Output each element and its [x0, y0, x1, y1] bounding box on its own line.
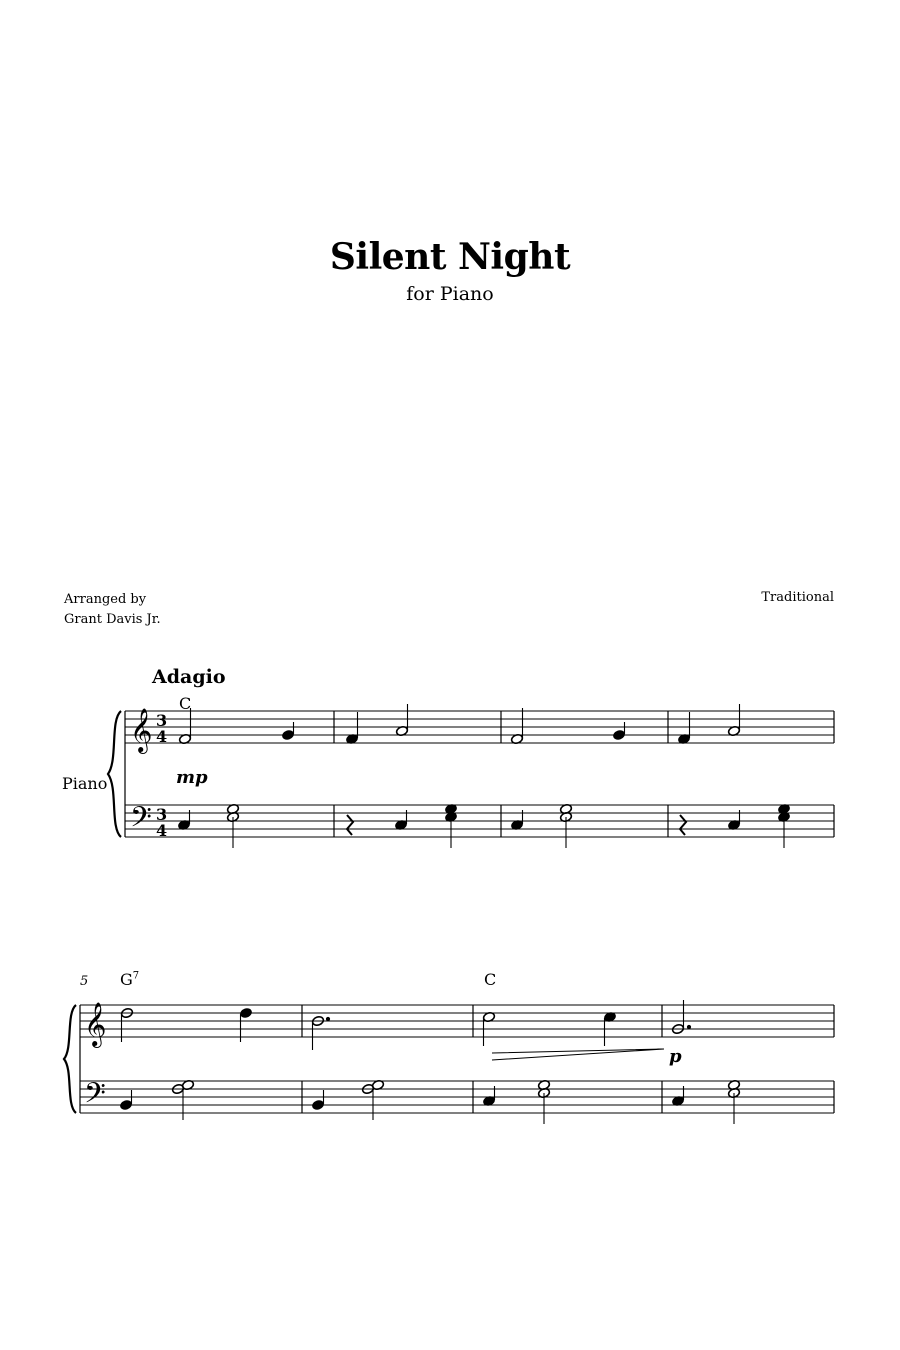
page-title: Silent Night: [329, 236, 571, 278]
svg-text:𝄞: 𝄞: [130, 708, 153, 752]
dynamic-p: p: [669, 1046, 682, 1067]
system-1: [108, 711, 834, 837]
measure-number: 5: [80, 974, 89, 989]
treble-clef: [130, 708, 152, 754]
svg-text:3: 3: [156, 711, 168, 730]
bass-clef: [130, 801, 152, 841]
bass-notes-system-2: [119, 1079, 740, 1124]
svg-text:4: 4: [156, 727, 168, 746]
decrescendo-hairpin: [492, 1049, 664, 1060]
dynamic-mp: mp: [176, 767, 208, 788]
svg-text:𝄞: 𝄞: [84, 1002, 107, 1046]
treble-staff-lines-2: [80, 1005, 834, 1037]
tempo-marking: Adagio: [152, 666, 226, 688]
bass-notes-system-1: [177, 803, 790, 848]
chord-root: G: [120, 970, 133, 989]
chord-symbol-c: C: [179, 694, 192, 713]
instrument-label: Piano: [62, 774, 108, 793]
svg-text:𝄢: 𝄢: [130, 801, 152, 841]
composer-credit: Traditional: [761, 590, 834, 605]
svg-text:𝄢: 𝄢: [84, 1077, 106, 1117]
treble-notes-system-1: [178, 704, 740, 745]
brace-2: [64, 1005, 76, 1113]
chord-extension: 7: [132, 970, 140, 982]
page-subtitle: for Piano: [406, 283, 494, 305]
svg-text:4: 4: [156, 821, 168, 840]
treble-staff-lines: [125, 711, 834, 743]
system-2: [64, 1005, 834, 1113]
treble-clef-2: [84, 1002, 106, 1048]
arranger-name: Grant Davis Jr.: [64, 612, 161, 627]
bass-clef-2: [84, 1077, 106, 1117]
treble-notes-system-2: [120, 1000, 690, 1050]
svg-text:3: 3: [156, 805, 168, 824]
time-signature: [156, 711, 167, 840]
brace: [108, 711, 121, 837]
barlines: [334, 711, 834, 837]
chord-symbol-c-2: C: [484, 970, 497, 989]
arranger-label: Arranged by: [64, 592, 147, 607]
